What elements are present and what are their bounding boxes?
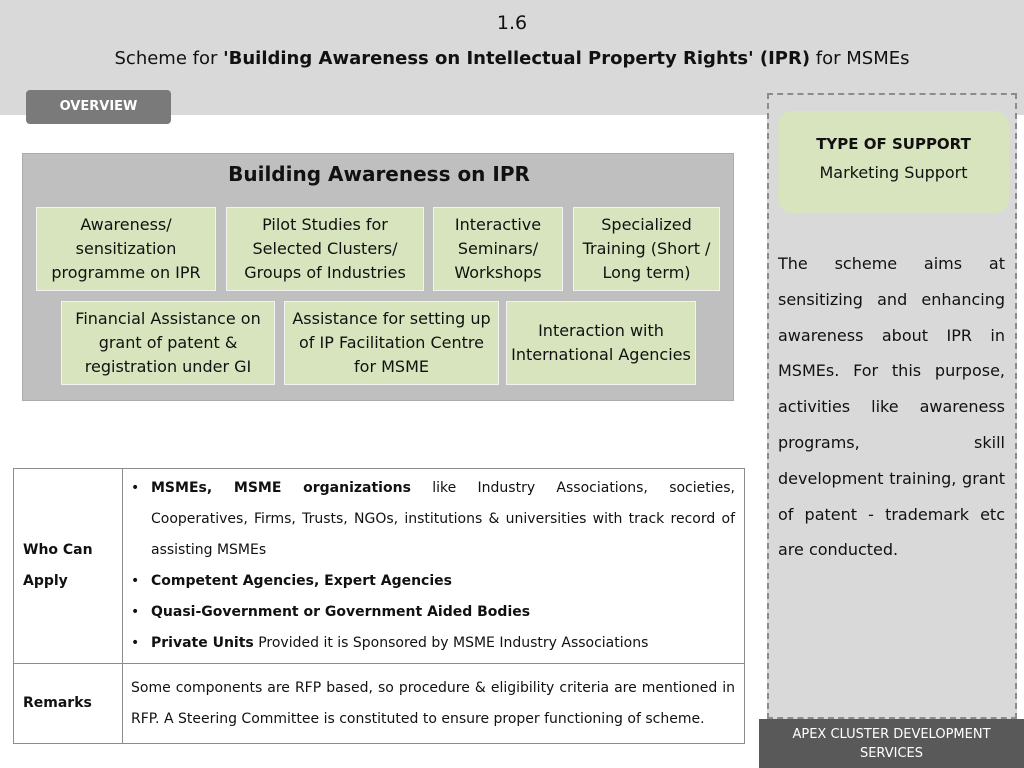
title-suffix: for MSMEs: [810, 48, 910, 69]
component-awareness-programme: Awareness/ sensitization programme on IPR: [36, 207, 216, 291]
component-pilot-studies: Pilot Studies for Selected Clusters/ Groups of Industries: [226, 207, 424, 291]
title-prefix: Scheme for: [114, 48, 224, 69]
remarks-cell: [123, 664, 745, 744]
component-international-agencies: Interaction with International Agencies: [506, 301, 696, 385]
type-of-support-box: [778, 111, 1009, 213]
page-title: [0, 48, 1024, 69]
who-can-apply-cell: [123, 469, 745, 664]
eligibility-table: [13, 468, 745, 744]
awareness-panel: [22, 153, 734, 401]
support-title: TYPE OF SUPPORT: [816, 135, 971, 153]
component-financial-assistance: Financial Assistance on grant of patent & registration under GI: [61, 301, 275, 385]
table-row: [14, 469, 745, 664]
footer-label: APEX CLUSTER DEVELOPMENT SERVICES: [759, 719, 1024, 768]
table-row: [14, 664, 745, 744]
who-can-apply-list: [131, 473, 735, 659]
who-can-apply-label: Who Can Apply: [14, 469, 123, 664]
list-item: • Competent Agencies, Expert Agencies: [131, 566, 735, 597]
list-item: • Private Units Provided it is Sponsored by MSME Industry Associations: [131, 628, 735, 659]
remarks-text: Some components are RFP based, so procedure & eligibility criteria are mentioned in RFP. A Steering Committee is constituted to ensure proper functioning of scheme.: [131, 679, 735, 727]
title-bold: 'Building Awareness on Intellectual Property Rights' (IPR): [223, 48, 811, 69]
slide-number: 1.6: [496, 12, 528, 34]
remarks-label: Remarks: [14, 664, 123, 744]
component-ip-facilitation: Assistance for setting up of IP Facilitation Centre for MSME: [284, 301, 499, 385]
list-item: • Quasi-Government or Government Aided Bodies: [131, 597, 735, 628]
component-seminars: Interactive Seminars/ Workshops: [433, 207, 563, 291]
scheme-description: The scheme aims at sensitizing and enhancing awareness about IPR in MSMEs. For this purpose, activities like awareness programs, skill development training, grant of patent - trademark etc are conducted.: [778, 254, 1005, 560]
awareness-heading: Building Awareness on IPR: [228, 162, 530, 186]
overview-tab[interactable]: OVERVIEW: [26, 90, 171, 124]
support-value: Marketing Support: [819, 163, 968, 182]
component-specialized-training: Specialized Training (Short / Long term): [573, 207, 720, 291]
list-item: • MSMEs, MSME organizations like Industry Associations, societies, Cooperatives, Firms, Trusts, NGOs, institutions & universities with track record of assisting MSMEs: [131, 473, 735, 566]
